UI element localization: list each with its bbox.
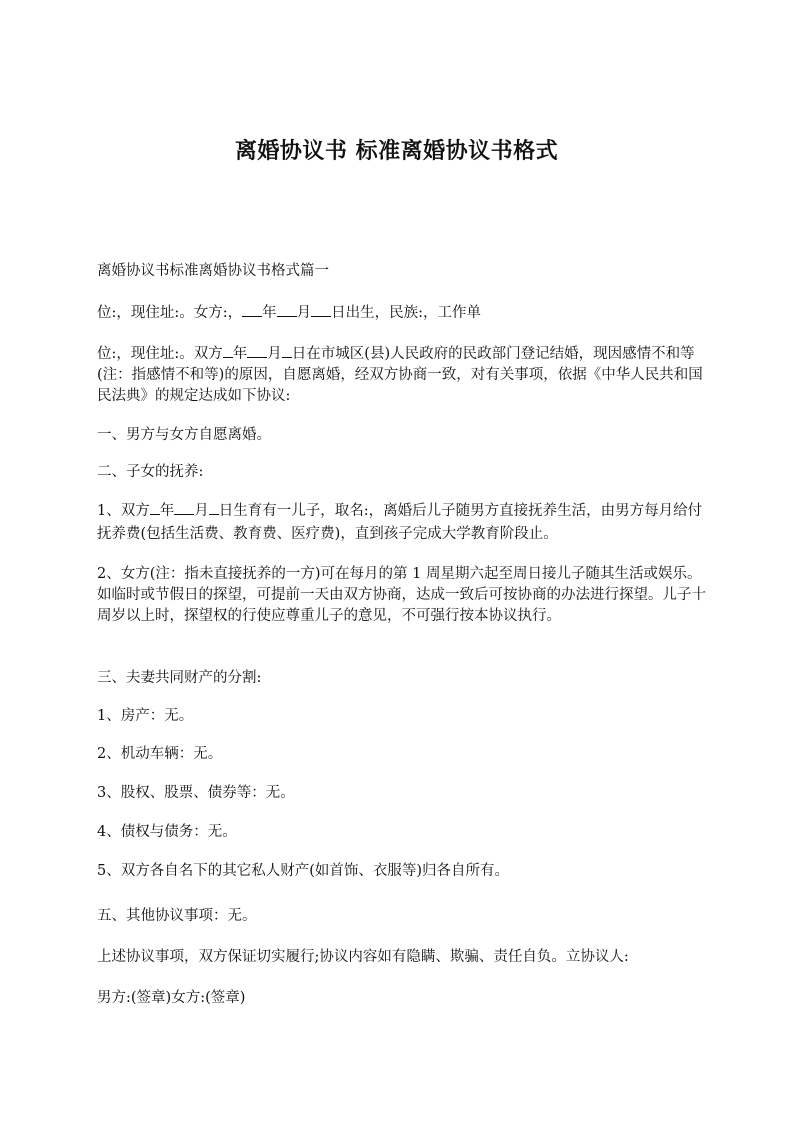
property-item-1: 1、房产：无。 xyxy=(97,708,194,724)
party-line-month: 月 xyxy=(296,305,312,321)
signature-line: 男方:(签章)女方:(签章) xyxy=(97,990,246,1006)
blank-line xyxy=(282,343,292,358)
intro-part: 日在市城区(县)人民政府的民政部门登记结婚，现因感情不和等(注：指感情不和等)的原因，自愿离婚，经双方协商一致，对有关事项，依据《中华人民共和国民法典》的规定达成如下协议: xyxy=(97,346,703,404)
party-line-part: 位:，现住址:。女方:， xyxy=(97,305,243,321)
item-2-1-year: 年 xyxy=(159,503,175,519)
blank-line xyxy=(277,302,297,317)
blank-line xyxy=(242,302,262,317)
item-2-1-part: 日生育有一儿子，取名:，离婚后儿子随男方直接抚养生活，由男方每月给付抚养费(包括生活费、教育费、医疗费)，直到孩子完成大学教育阶段止。 xyxy=(97,503,703,542)
closing-statement: 上述协议事项，双方保证切实履行;协议内容如有隐瞒、欺骗、责任自负。立协议人: xyxy=(97,949,629,965)
blank-line xyxy=(174,500,194,515)
item-2-1-part: 1、双方 xyxy=(97,503,150,519)
item-2-1-month: 月 xyxy=(194,503,209,519)
property-item-3: 3、股权、股票、债券等：无。 xyxy=(97,785,295,801)
intro-month: 月 xyxy=(267,346,282,362)
intro-year: 年 xyxy=(232,346,248,362)
party-line xyxy=(97,302,712,324)
blank-line xyxy=(150,500,160,515)
party-line-part: 日出生，民族:，工作单 xyxy=(331,305,482,321)
party-line-year: 年 xyxy=(262,305,277,321)
document-subtitle: 离婚协议书标准离婚协议书格式篇一 xyxy=(97,263,329,279)
item-2-2: 2、女方(注：指未直接抚养的一方)可在每月的第 1 周星期六起至周日接儿子随其生活或娱乐。如临时或节假日的探望，可提前一天由双方协商，达成一致后可按协商的办法进行探望。儿子十周岁以上时，探望权的行使应尊重儿子的意见，不可强行按本协议执行。 xyxy=(97,566,706,624)
blank-line xyxy=(223,343,233,358)
section-3-heading: 三、夫妻共同财产的分割: xyxy=(97,670,262,686)
document-title: 离婚协议书 标准离婚协议书格式 xyxy=(234,139,559,164)
blank-line xyxy=(209,500,219,515)
section-5: 五、其他协议事项：无。 xyxy=(97,908,257,924)
blank-line xyxy=(311,302,331,317)
property-item-2: 2、机动车辆：无。 xyxy=(97,746,223,762)
intro-part: 位:，现住址:。双方 xyxy=(97,346,223,362)
property-item-4: 4、债权与债务：无。 xyxy=(97,824,237,840)
blank-line xyxy=(247,343,267,358)
intro-paragraph xyxy=(97,343,712,407)
item-2-1 xyxy=(97,500,712,546)
section-1: 一、男方与女方自愿离婚。 xyxy=(97,427,271,443)
section-2-heading: 二、子女的抚养: xyxy=(97,464,204,480)
property-item-5: 5、双方各自名下的其它私人财产(如首饰、衣服等)归各自所有。 xyxy=(97,863,510,879)
